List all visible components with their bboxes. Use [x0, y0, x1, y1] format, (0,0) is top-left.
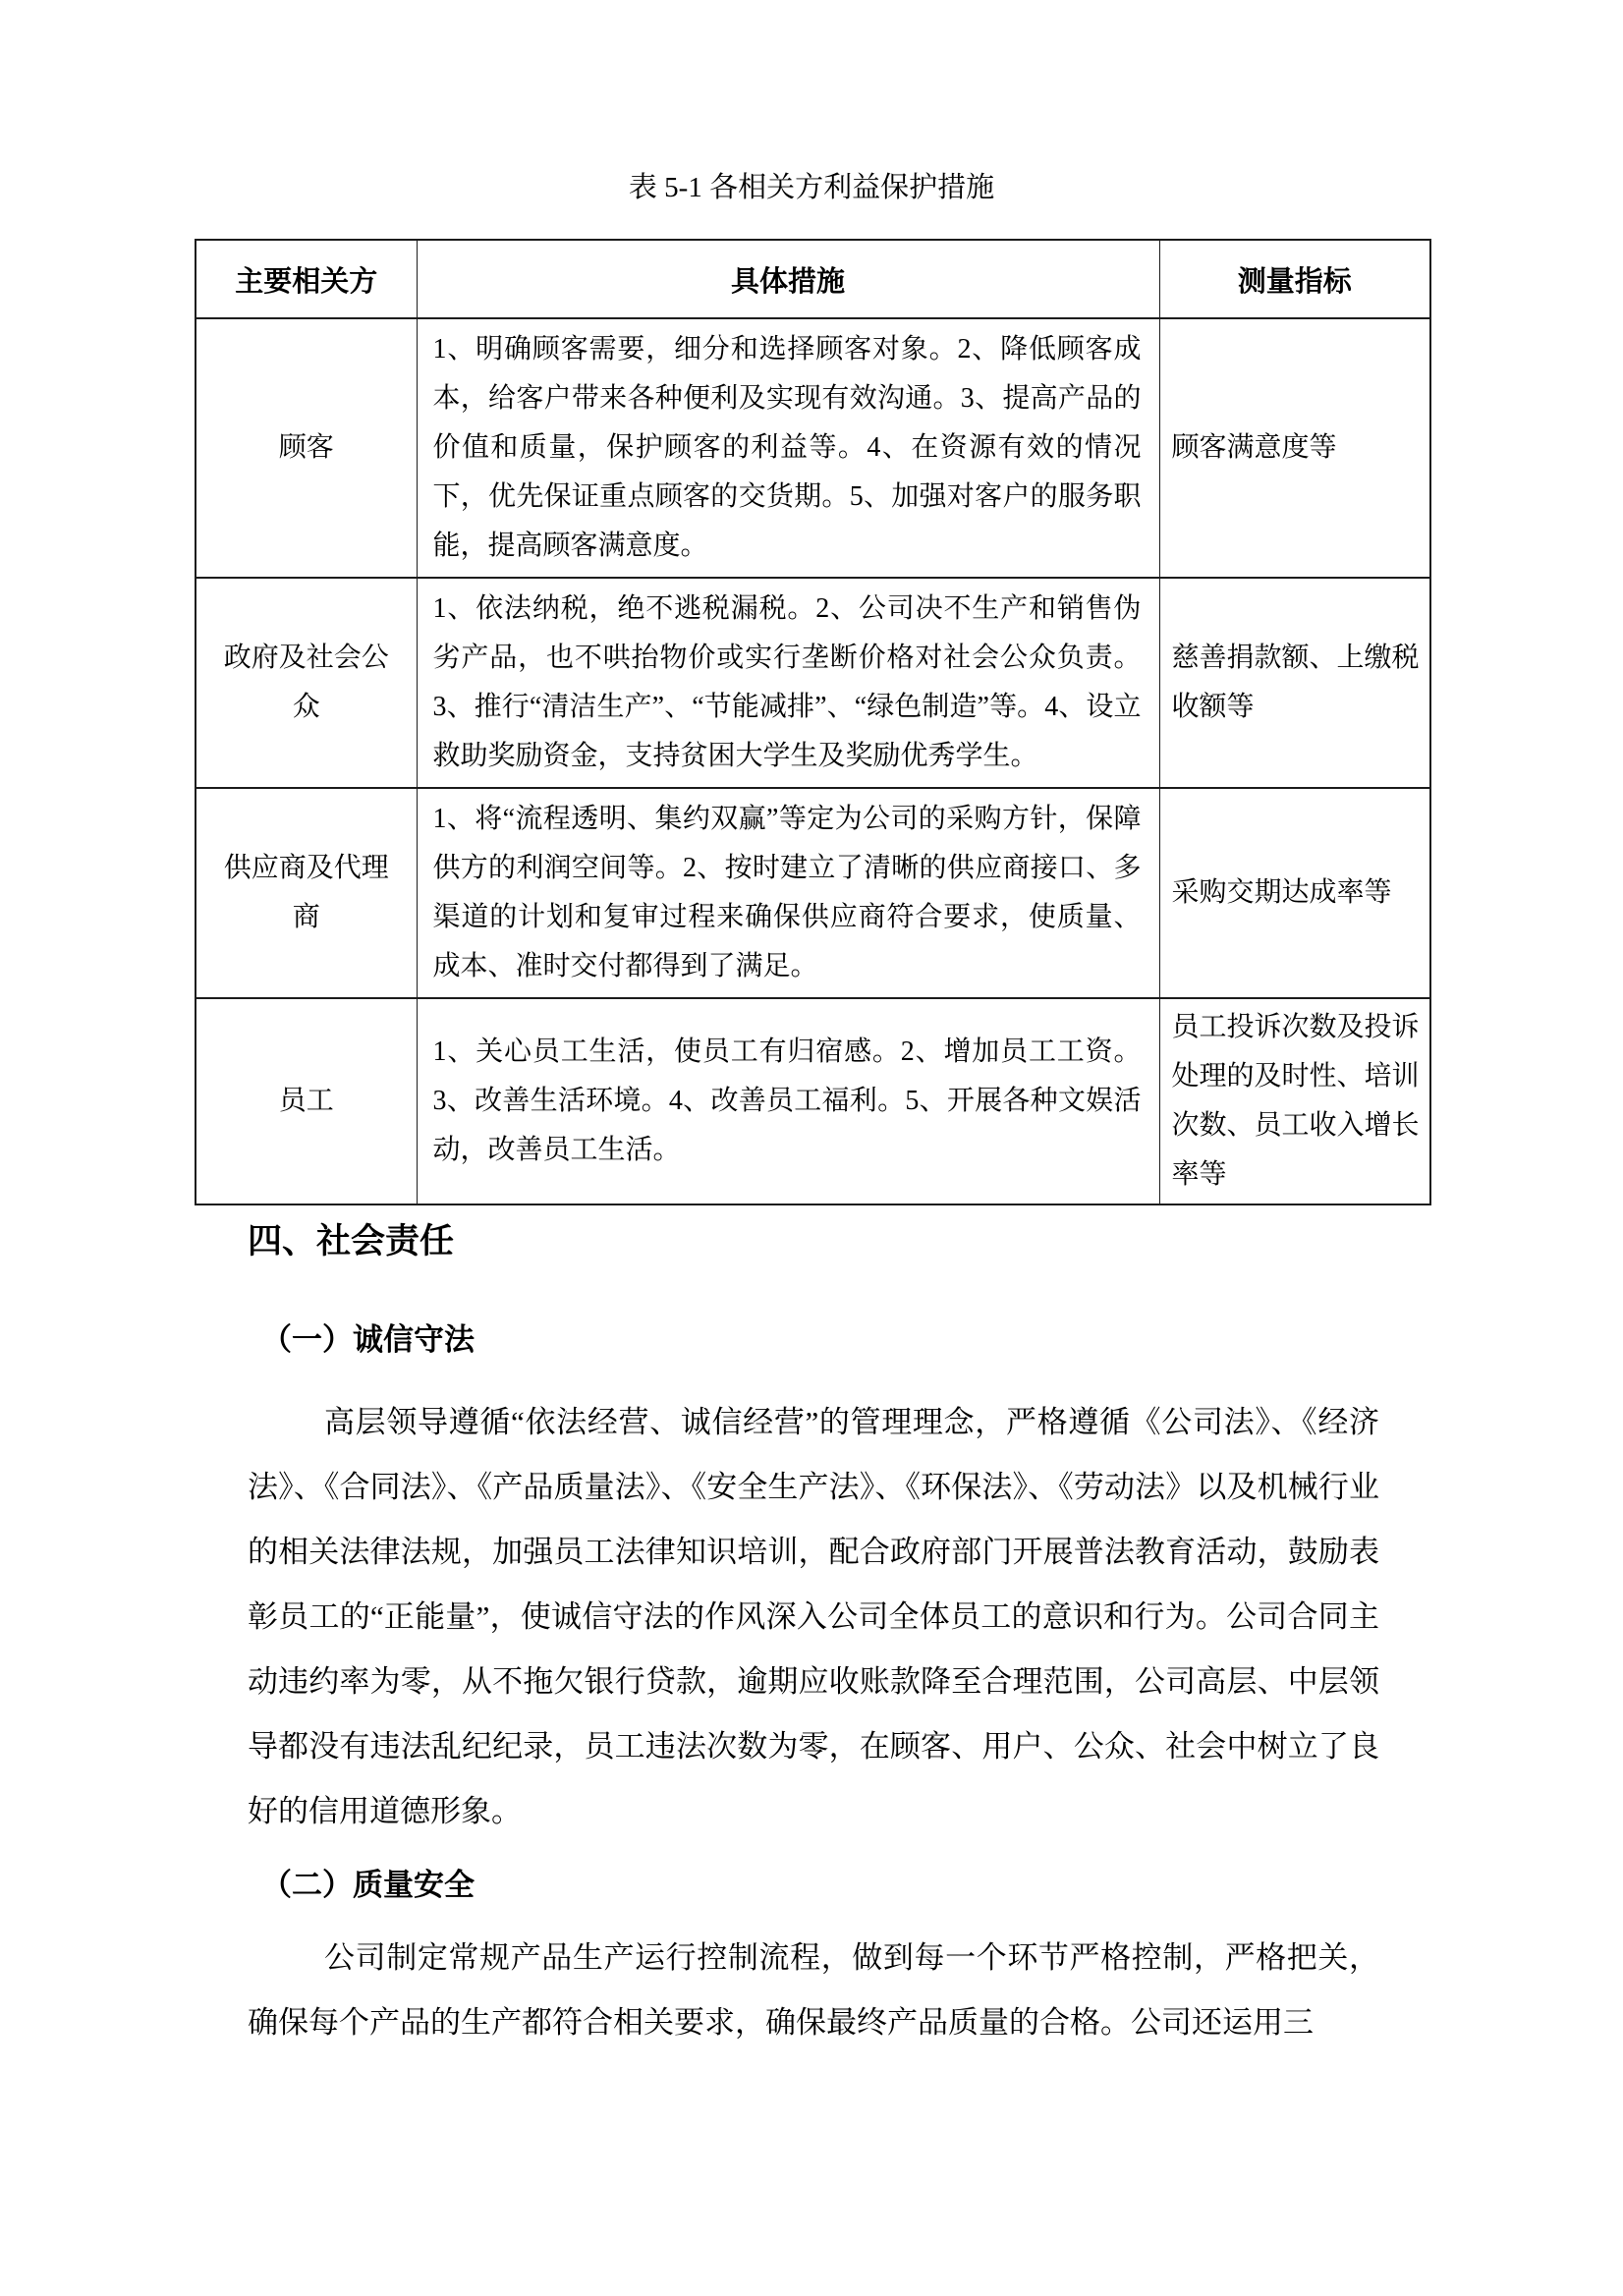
col-header-indicators: 测量指标 — [1159, 240, 1430, 318]
measures-cell: 1、将“流程透明、集约双赢”等定为公司的采购方针，保障供方的利润空间等。2、按时建立了清晰的供应商接口、多渠道的计划和复审过程来确保供应商符合要求，使质量、成本、准时交付都得到了满足。 — [417, 788, 1159, 998]
table-row — [196, 318, 1430, 578]
col-header-measures: 具体措施 — [417, 240, 1159, 318]
subsection-heading-quality: （二）质量安全 — [261, 1868, 475, 1902]
stakeholder-cell: 供应商及代理商 — [196, 788, 417, 998]
stakeholder-cell: 员工 — [196, 998, 417, 1204]
indicators-cell: 员工投诉次数及投诉处理的及时性、培训次数、员工收入增长率等 — [1159, 998, 1430, 1204]
stakeholder-cell: 政府及社会公众 — [196, 578, 417, 788]
table-row — [196, 998, 1430, 1204]
measures-cell: 1、明确顾客需要，细分和选择顾客对象。2、降低顾客成本，给客户带来各种便利及实现有效沟通。3、提高产品的价值和质量，保护顾客的利益等。4、在资源有效的情况下，优先保证重点顾客的交货期。5、加强对客户的服务职能，提高顾客满意度。 — [417, 318, 1159, 578]
col-header-stakeholder: 主要相关方 — [196, 240, 417, 318]
paragraph-quality: 公司制定常规产品生产运行控制流程，做到每一个环节严格控制，严格把关，确保每个产品的生产都符合相关要求，确保最终产品质量的合格。公司还运用三 — [248, 1940, 1379, 2040]
section-heading-social-responsibility: 四、社会责任 — [248, 1222, 455, 1260]
stakeholder-cell: 顾客 — [196, 318, 417, 578]
indicators-cell: 慈善捐款额、上缴税收额等 — [1159, 578, 1430, 788]
measures-cell: 1、关心员工生活，使员工有归宿感。2、增加员工工资。3、改善生活环境。4、改善员工福利。5、开展各种文娱活动，改善员工生活。 — [417, 998, 1159, 1204]
indicators-cell: 采购交期达成率等 — [1159, 788, 1430, 998]
table-caption: 表 5-1 各相关方利益保护措施 — [628, 172, 995, 203]
indicators-cell: 顾客满意度等 — [1159, 318, 1430, 578]
subsection-heading-integrity: （一）诚信守法 — [261, 1322, 475, 1357]
social-responsibility-section — [248, 1220, 1379, 2055]
table-row — [196, 788, 1430, 998]
measures-cell: 1、依法纳税，绝不逃税漏税。2、公司决不生产和销售伪劣产品，也不哄抬物价或实行垄断价格对社会公众负责。3、推行“清洁生产”、“节能减排”、“绿色制造”等。4、设立救助奖励资金，支持贫困大学生及奖励优秀学生。 — [417, 578, 1159, 788]
paragraph-integrity: 高层领导遵循“依法经营、诚信经营”的管理理念，严格遵循《公司法》、《经济法》、《合同法》、《产品质量法》、《安全生产法》、《环保法》、《劳动法》以及机械行业的相关法律法规，加强员工法律知识培训，配合政府部门开展普法教育活动，鼓励表彰员工的“正能量”，使诚信守法的作风深入公司全体员工的意识和行为。公司合同主动违约率为零，从不拖欠银行贷款，逾期应收账款降至合理范围，公司高层、中层领导都没有违法乱纪纪录，员工违法次数为零，在顾客、用户、公众、社会中树立了良好的信用道德形象。 — [248, 1405, 1379, 1828]
table-header-row — [196, 240, 1430, 318]
stakeholder-table — [195, 239, 1431, 1205]
table-row — [196, 578, 1430, 788]
